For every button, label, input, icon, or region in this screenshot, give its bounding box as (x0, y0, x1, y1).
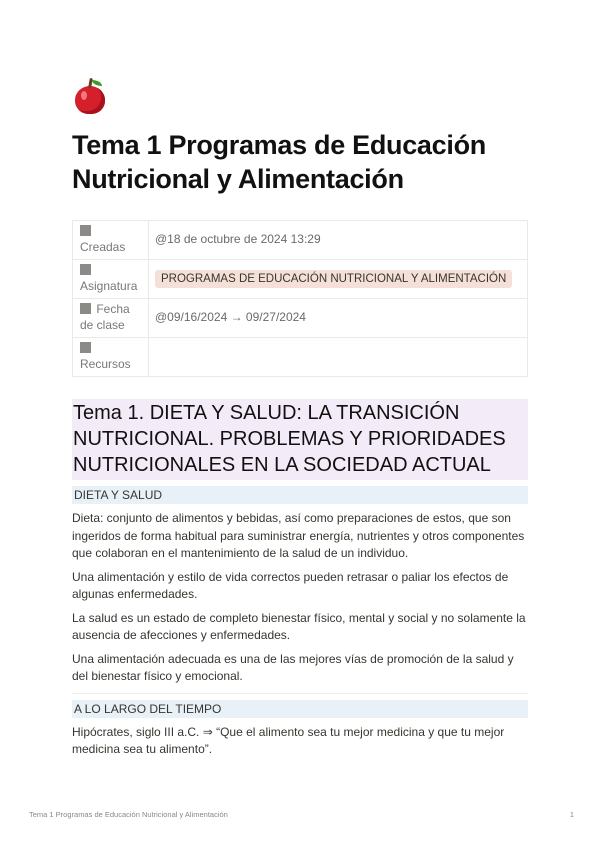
paragraph: La salud es un estado de completo bienestar físico, mental y social y no solamente la ausencia de afecciones y enfermedades. (72, 610, 526, 642)
page-footer (29, 810, 574, 819)
document-page (72, 78, 528, 759)
select-property-icon (80, 264, 91, 275)
property-row (73, 221, 528, 260)
property-key: Asignatura (73, 260, 149, 299)
text-property-icon (80, 225, 91, 236)
paragraph: Dieta: conjunto de alimentos y bebidas, así como preparaciones de estos, que son ingeridos de forma habitual para suministrar energía, nutrientes y otros componentes que colaboran en el mantenimiento de la salud de un individuo. (72, 511, 525, 560)
property-key: Fecha de clase (73, 299, 149, 338)
subheading-a-lo-largo-del-tiempo: A LO LARGO DEL TIEMPO (72, 700, 528, 718)
apple-icon (72, 78, 528, 122)
quote-paragraph: Hipócrates, siglo III a.C. ⇒ “Que el alimento sea tu mejor medicina y que tu mejor medicina sea tu alimento”. (72, 724, 505, 756)
date-property-icon (80, 303, 91, 314)
property-row (73, 338, 528, 377)
property-key: Creadas (73, 221, 149, 260)
paragraph: Una alimentación y estilo de vida correctos pueden retrasar o paliar los efectos de algunas enfermedades. (72, 569, 509, 601)
page-title: Tema 1 Programas de Educación Nutricional y Alimentación (72, 130, 486, 194)
divider (72, 693, 528, 694)
page-number: 1 (569, 810, 574, 819)
files-property-icon (80, 342, 91, 353)
subheading-dieta-y-salud: DIETA Y SALUD (72, 486, 528, 504)
property-value[interactable]: @18 de octubre de 2024 13:29 (149, 221, 528, 260)
subject-tag[interactable]: PROGRAMAS DE EDUCACIÓN NUTRICIONAL Y ALIMENTACIÓN (155, 270, 512, 288)
property-value[interactable] (149, 260, 528, 299)
property-row (73, 299, 528, 338)
property-value[interactable] (149, 338, 528, 377)
paragraph: Una alimentación adecuada es una de las mejores vías de promoción de la salud y del bienestar físico y emocional. (72, 651, 514, 683)
property-value[interactable]: @09/16/2024 → 09/27/2024 (149, 299, 528, 338)
properties-table (72, 220, 528, 377)
section-heading: Tema 1. DIETA Y SALUD: LA TRANSICIÓN NUTRICIONAL. PROBLEMAS Y PRIORIDADES NUTRICIONALES EN LA SOCIEDAD ACTUAL (72, 399, 528, 480)
property-key: Recursos (73, 338, 149, 377)
footer-title: Tema 1 Programas de Educación Nutricional y Alimentación (29, 810, 228, 819)
property-row (73, 260, 528, 299)
